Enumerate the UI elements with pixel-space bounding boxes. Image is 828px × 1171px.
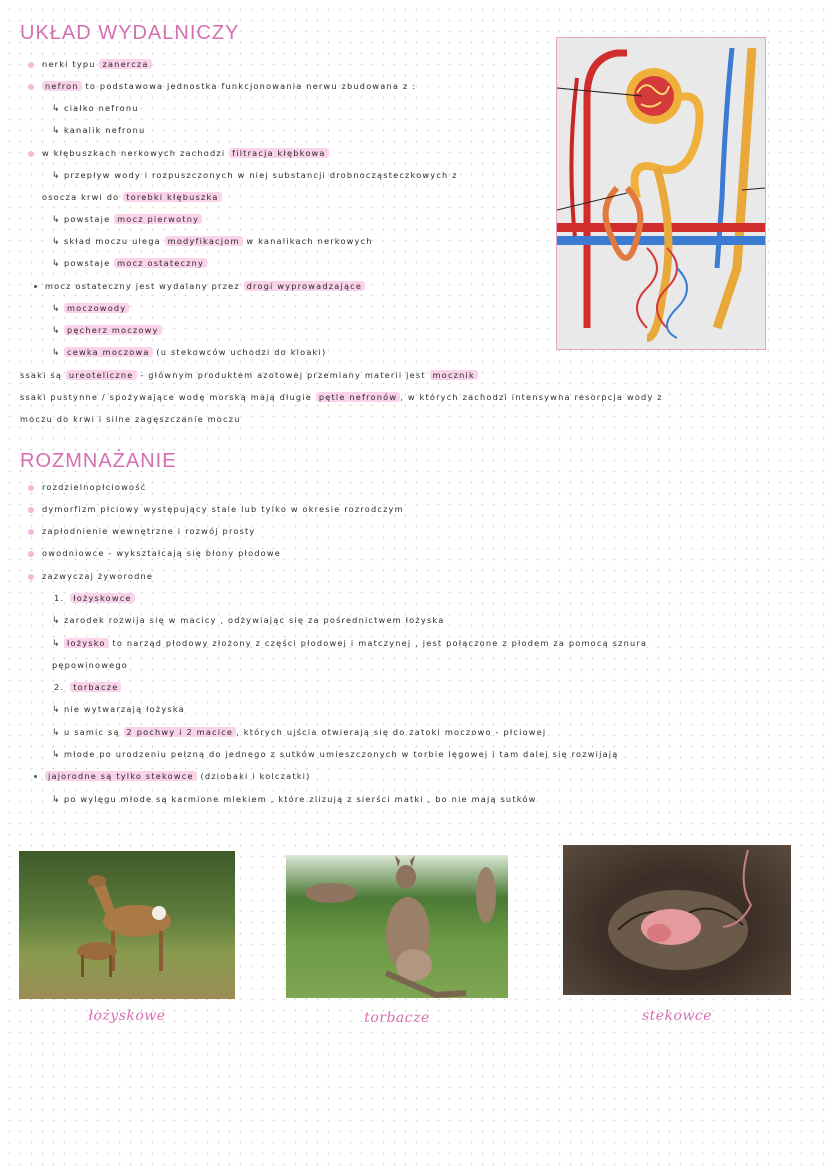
kangaroo-silhouette bbox=[286, 855, 508, 998]
note-text: ssaki są bbox=[20, 370, 66, 380]
arrow-icon: ↳ bbox=[52, 705, 61, 715]
bullet-dot bbox=[34, 775, 37, 778]
list-number: 2. bbox=[54, 682, 65, 692]
section-title-rozmnazanie: ROZMNAŻANIE bbox=[20, 450, 177, 472]
section-title-uklad-wydalniczy: UKŁAD WYDALNICZY bbox=[20, 22, 240, 44]
kangaroo-photo bbox=[286, 855, 508, 998]
note-line bbox=[52, 325, 162, 336]
highlight: moczowody bbox=[64, 303, 129, 313]
note-line bbox=[28, 482, 146, 492]
bullet-dot bbox=[28, 485, 34, 491]
highlight: torbacze bbox=[70, 682, 121, 692]
note-line bbox=[20, 370, 478, 380]
bullet-dot bbox=[28, 574, 34, 580]
note-text: powstaje bbox=[64, 214, 115, 224]
highlight: zanercza bbox=[99, 59, 151, 69]
arrow-icon: ↳ bbox=[52, 215, 61, 225]
arrow-icon: ↳ bbox=[52, 104, 61, 114]
arrow-icon: ↳ bbox=[52, 126, 61, 136]
highlight: mocznik bbox=[430, 370, 478, 380]
highlight: pętle nefronów bbox=[316, 392, 400, 402]
arrow-icon: ↳ bbox=[52, 728, 61, 738]
note-text: to narząd płodowy złożony z części płodowej i matczynej , jest połączone z płodem za pomocą sznura bbox=[108, 638, 648, 648]
arrow-icon: ↳ bbox=[52, 237, 61, 247]
note-line bbox=[52, 660, 128, 670]
note-text: osocza krwi do bbox=[42, 192, 124, 202]
note-line bbox=[42, 192, 222, 202]
note-line bbox=[54, 593, 135, 603]
note-line bbox=[52, 214, 202, 225]
caption-lozyskowe: łożyskowe bbox=[88, 1008, 166, 1024]
note-text: młode po urodzeniu pełzną do jednego z sutków umieszczonych w torbie lęgowej i tam dalej się rozwijają bbox=[64, 749, 619, 759]
highlight: nefron bbox=[42, 81, 82, 91]
arrow-icon: ↳ bbox=[52, 795, 61, 805]
note-line bbox=[54, 682, 121, 692]
note-text: to podstawowa jednostka funkcjonowania nerwu zbudowana z : bbox=[81, 81, 417, 91]
note-text: - głównym produktem azotowej przemiany materii jest bbox=[136, 370, 430, 380]
note-text: (u stekowców uchodzi do kloaki) bbox=[152, 347, 327, 357]
bullet-dot bbox=[28, 507, 34, 513]
bullet-dot bbox=[28, 551, 34, 557]
highlight: łożyskowce bbox=[70, 593, 134, 603]
caption-stekowce: stekowce bbox=[641, 1008, 713, 1024]
note-text: , których ujścia otwierają się do zatoki moczowo - płciowej bbox=[236, 727, 547, 737]
note-text: rozdzielnopłciowość bbox=[42, 482, 147, 492]
arrow-icon: ↳ bbox=[52, 326, 61, 336]
arrow-icon: ↳ bbox=[52, 304, 61, 314]
note-line bbox=[28, 504, 404, 514]
arrow-icon: ↳ bbox=[52, 639, 61, 649]
note-text: skład moczu ulega bbox=[64, 236, 165, 246]
arrow-icon: ↳ bbox=[52, 616, 61, 626]
note-text: dymorfizm płciowy występujący stale lub tylko w okresie rozrodczym bbox=[42, 504, 404, 514]
highlight: mocz ostateczny bbox=[114, 258, 207, 268]
note-text: nie wytwarzają łożyska bbox=[64, 704, 185, 714]
note-line bbox=[52, 103, 139, 114]
note-text: zazwyczaj żyworodne bbox=[42, 571, 154, 581]
deer-photo bbox=[19, 851, 235, 999]
note-text: , w których zachodzi intensywna resorpcja wody z bbox=[400, 392, 663, 402]
list-number: 1. bbox=[54, 593, 65, 603]
note-line bbox=[28, 59, 152, 69]
note-text: zapłodnienie wewnętrzne i rozwój prosty bbox=[42, 526, 256, 536]
arrow-icon: ↳ bbox=[52, 171, 61, 181]
note-line bbox=[52, 303, 129, 314]
note-line bbox=[28, 81, 416, 91]
highlight: pęcherz moczowy bbox=[64, 325, 162, 335]
nephron-diagram bbox=[556, 37, 766, 350]
bullet-dot bbox=[28, 62, 34, 68]
note-line bbox=[20, 392, 663, 402]
nephron-illustration bbox=[557, 38, 765, 349]
bullet-dot bbox=[28, 151, 34, 157]
note-line bbox=[52, 236, 373, 247]
note-text: przepływ wody i rozpuszczonych w niej substancji drobnocząsteczkowych z bbox=[64, 170, 458, 180]
note-text: mocz ostateczny jest wydalany przez bbox=[45, 281, 244, 291]
note-text: ssaki pustynne / spożywające wodę morską mają długie bbox=[20, 392, 316, 402]
deer-silhouette bbox=[19, 851, 235, 999]
note-line bbox=[52, 615, 444, 626]
note-line bbox=[52, 638, 647, 649]
arrow-icon: ↳ bbox=[52, 348, 61, 358]
note-line bbox=[28, 571, 153, 581]
caption-torbacze: torbacze bbox=[364, 1010, 430, 1026]
note-line bbox=[52, 727, 546, 738]
note-line bbox=[52, 125, 145, 136]
highlight: ureoteliczne bbox=[66, 370, 137, 380]
note-line bbox=[34, 281, 365, 291]
highlight: modyfikacjom bbox=[165, 236, 243, 246]
note-text: ciałko nefronu bbox=[64, 103, 139, 113]
note-line bbox=[52, 347, 326, 358]
note-line bbox=[20, 414, 241, 424]
note-text: u samic są bbox=[64, 727, 124, 737]
note-text: powstaje bbox=[64, 258, 115, 268]
bullet-dot bbox=[34, 285, 37, 288]
note-line bbox=[52, 794, 537, 805]
platypus-burrow-photo bbox=[563, 845, 791, 995]
note-line bbox=[28, 548, 281, 558]
highlight: łożysko bbox=[64, 638, 109, 648]
note-text: nerki typu bbox=[42, 59, 100, 69]
note-text: pępowinowego bbox=[52, 660, 128, 670]
note-text: owodniowce - wykształcają się błony płodowe bbox=[42, 548, 282, 558]
highlight: drogi wyprowadzające bbox=[244, 281, 365, 291]
highlight: cewka moczowa bbox=[64, 347, 153, 357]
note-line bbox=[28, 526, 255, 536]
highlight: 2 pochwy i 2 macice bbox=[124, 727, 237, 737]
note-line bbox=[52, 170, 458, 181]
note-line bbox=[52, 258, 207, 269]
note-line bbox=[52, 704, 185, 715]
highlight: filtracja kłębkowa bbox=[229, 148, 329, 158]
highlight: mocz pierwotny bbox=[114, 214, 202, 224]
note-text: kanalik nefronu bbox=[64, 125, 146, 135]
highlight: jajorodne są tylko stekowce bbox=[45, 771, 197, 781]
bullet-dot bbox=[28, 84, 34, 90]
arrow-icon: ↳ bbox=[52, 750, 61, 760]
note-text: moczu do krwi i silne zagęszczanie moczu bbox=[20, 414, 241, 424]
arrow-icon: ↳ bbox=[52, 259, 61, 269]
note-line bbox=[28, 148, 329, 158]
note-text: (dziobaki i kolczatki) bbox=[196, 771, 311, 781]
note-line bbox=[52, 749, 619, 760]
note-text: po wylęgu młode są karmione mlekiem , które zlizują z sierści matki , bo nie mają sutków bbox=[64, 794, 537, 804]
note-line bbox=[34, 771, 311, 781]
note-text: w kanalikach nerkowych bbox=[242, 236, 373, 246]
note-text: w kłębuszkach nerkowych zachodzi bbox=[42, 148, 230, 158]
bullet-dot bbox=[28, 529, 34, 535]
nest-illustration bbox=[563, 845, 791, 995]
highlight: torebki kłębuszka bbox=[123, 192, 221, 202]
note-text: zarodek rozwija się w macicy , odżywiając się za pośrednictwem łożyska bbox=[64, 615, 445, 625]
